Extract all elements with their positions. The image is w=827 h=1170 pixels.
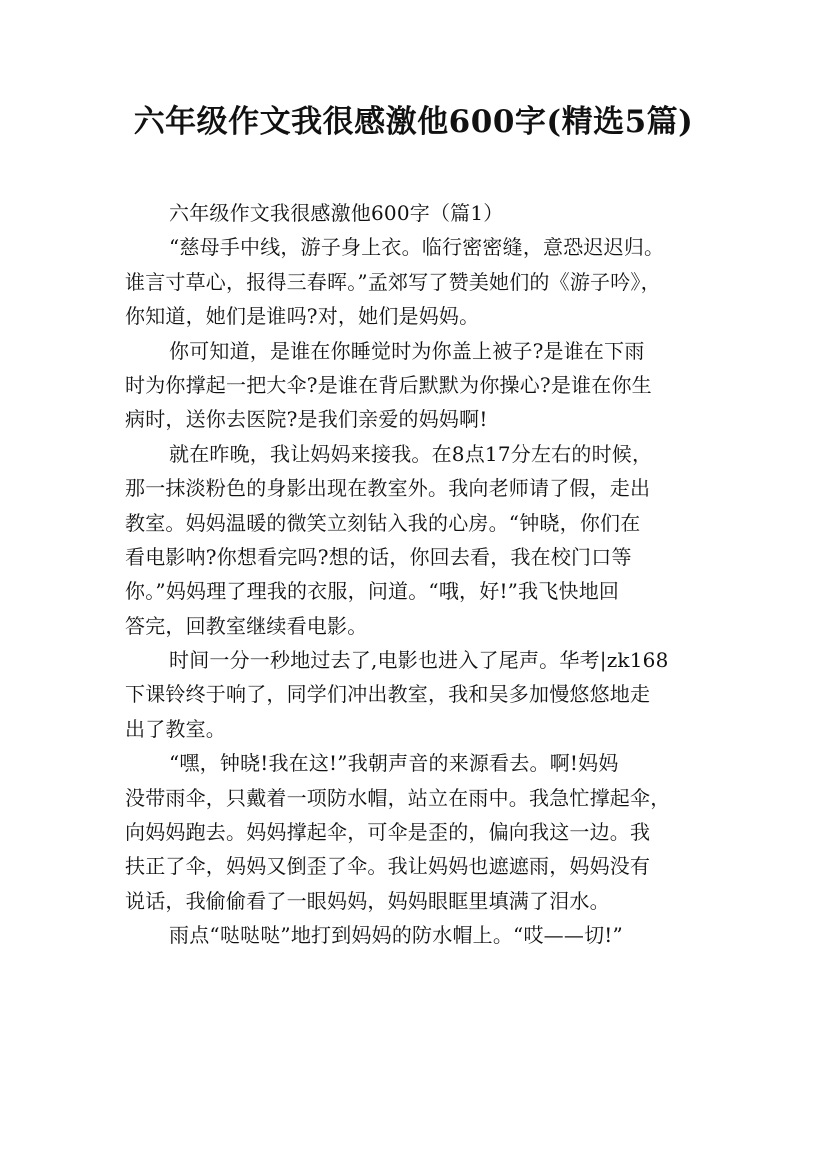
text-line: 时间一分一秒地过去了,电影也进入了尾声。华考|zk168 — [169, 648, 669, 673]
text-line: 那一抹淡粉色的身影出现在教室外。我向老师请了假，走出 — [125, 476, 651, 501]
text-line: 扶正了伞，妈妈又倒歪了伞。我让妈妈也遮遮雨，妈妈没有 — [125, 854, 651, 879]
text-line: 病时，送你去医院?是我们亲爱的妈妈啊! — [125, 407, 488, 432]
text-line: 时为你撑起一把大伞?是谁在背后默默为你操心?是谁在你生 — [125, 372, 652, 397]
text-line: 教室。妈妈温暖的微笑立刻钻入我的心房。“钟晓，你们在 — [125, 510, 641, 535]
text-line: “慈母手中线，游子身上衣。临行密密缝，意恐迟迟归。 — [169, 235, 665, 260]
text-line: 雨点“哒哒哒”地打到妈妈的防水帽上。“哎——切!” — [169, 923, 623, 948]
text-line: 下课铃终于响了，同学们冲出教室，我和吴多加慢悠悠地走 — [125, 682, 651, 707]
text-line: 说话，我偷偷看了一眼妈妈，妈妈眼眶里填满了泪水。 — [125, 888, 610, 913]
text-line: “嘿，钟晓!我在这!”我朝声音的来源看去。啊!妈妈 — [169, 751, 619, 776]
text-line: 六年级作文我很感激他600字（篇1） — [169, 201, 504, 225]
text-line: 没带雨伞，只戴着一项防水帽，站立在雨中。我急忙撑起伞， — [125, 785, 671, 810]
document-body — [125, 196, 725, 953]
text-line: 答完，回教室继续看电影。 — [125, 613, 368, 638]
text-line: 你可知道，是谁在你睡觉时为你盖上被子?是谁在下雨 — [169, 338, 645, 363]
text-line: 就在昨晚，我让妈妈来接我。在8点17分左右的时候， — [169, 441, 653, 466]
text-line: 看电影呐?你想看完吗?想的话，你回去看，我在校门口等 — [125, 544, 632, 569]
text-line: 你。”妈妈理了理我的衣服，问道。“哦，好!”我飞快地回 — [125, 579, 620, 604]
document-title: 六年级作文我很感激他600字(精选5篇) — [133, 104, 694, 140]
text-line: 谁言寸草心，报得三春晖。”孟郊写了赞美她们的《游子吟》， — [125, 269, 661, 294]
text-line: 向妈妈跑去。妈妈撑起伞，可伞是歪的，偏向我这一边。我 — [125, 820, 651, 845]
text-line: 你知道，她们是谁吗?对，她们是妈妈。 — [125, 304, 480, 329]
text-line: 出了教室。 — [125, 716, 226, 741]
